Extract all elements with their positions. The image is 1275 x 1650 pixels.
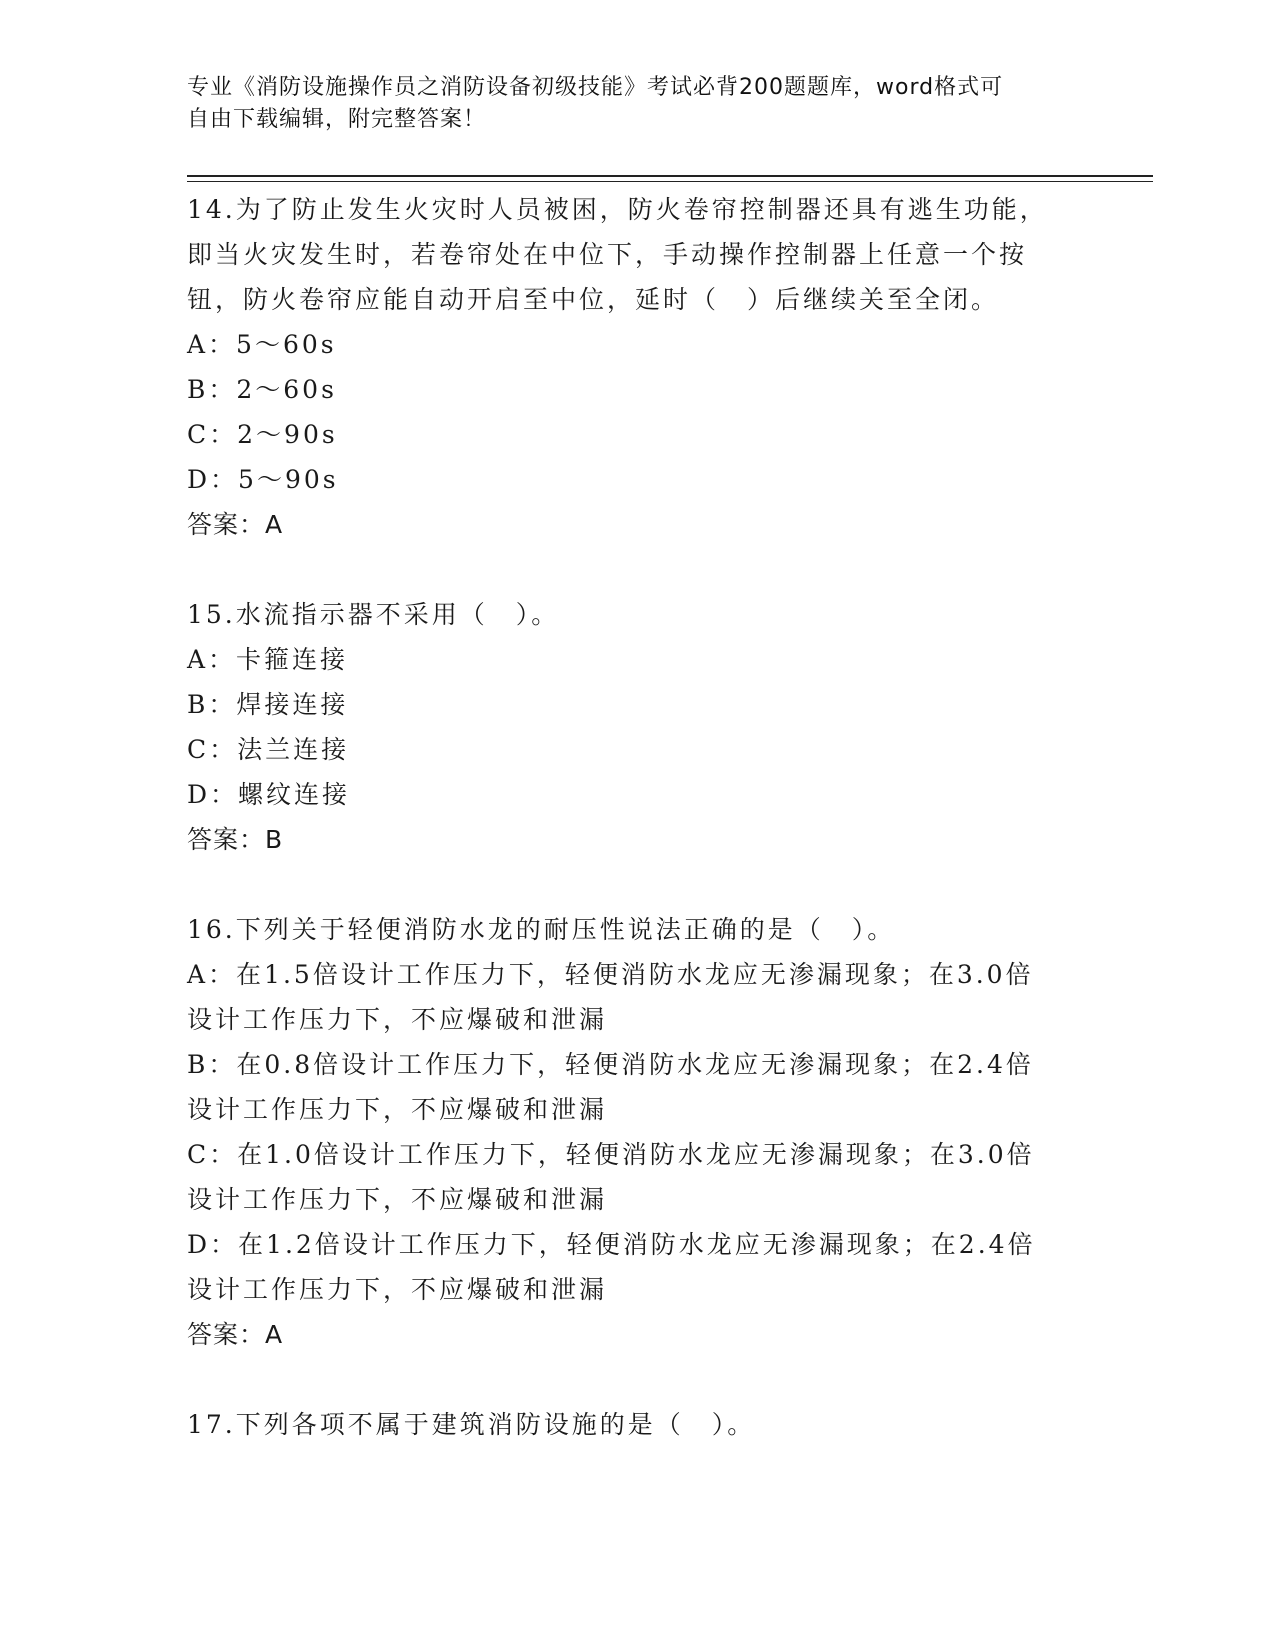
option-c-line-1: C：在1.0倍设计工作压力下，轻便消防水龙应无渗漏现象；在3.0倍 xyxy=(187,1140,1035,1169)
option-a-line-1: A：在1.5倍设计工作压力下，轻便消防水龙应无渗漏现象；在3.0倍 xyxy=(187,960,1034,989)
option-b-line-2: 设计工作压力下，不应爆破和泄漏 xyxy=(187,1095,608,1124)
option-b: B：2～60s xyxy=(187,375,337,404)
question-spacer xyxy=(187,862,1087,907)
question-15 xyxy=(187,592,1087,862)
header-line-2: 自由下载编辑，附完整答案！ xyxy=(187,107,487,132)
option-d-line-2: 设计工作压力下，不应爆破和泄漏 xyxy=(187,1275,608,1304)
question-stem-line: 即当火灾发生时，若卷帘处在中位下，手动操作控制器上任意一个按 xyxy=(187,240,1028,269)
option-a: A：卡箍连接 xyxy=(187,645,349,674)
option-b: B：焊接连接 xyxy=(187,690,349,719)
answer-label: 答案：B xyxy=(187,825,284,854)
question-stem-line: 17.下列各项不属于建筑消防设施的是（ ）。 xyxy=(187,1410,756,1439)
option-d: D：5～90s xyxy=(187,465,339,494)
question-spacer xyxy=(187,547,1087,592)
header-divider-thin xyxy=(187,181,1153,182)
option-c: C：2～90s xyxy=(187,420,338,449)
header-line-1: 专业《消防设施操作员之消防设备初级技能》考试必背200题题库，word格式可 xyxy=(187,75,1004,100)
question-stem-line: 14.为了防止发生火灾时人员被困，防火卷帘控制器还具有逃生功能， xyxy=(187,195,1048,224)
question-list xyxy=(187,187,1087,1447)
question-stem-line: 钮，防火卷帘应能自动开启至中位，延时（ ）后继续关至全闭。 xyxy=(187,285,1000,314)
question-spacer xyxy=(187,1357,1087,1402)
option-d-line-1: D：在1.2倍设计工作压力下，轻便消防水龙应无渗漏现象；在2.4倍 xyxy=(187,1230,1036,1259)
option-c: C：法兰连接 xyxy=(187,735,350,764)
question-stem-line: 15.水流指示器不采用（ ）。 xyxy=(187,600,560,629)
option-b-line-1: B：在0.8倍设计工作压力下，轻便消防水龙应无渗漏现象；在2.4倍 xyxy=(187,1050,1034,1079)
option-a-line-2: 设计工作压力下，不应爆破和泄漏 xyxy=(187,1005,608,1034)
header-divider-thick xyxy=(187,175,1153,177)
answer-label: 答案：A xyxy=(187,510,284,539)
question-17 xyxy=(187,1402,1087,1447)
question-stem-line: 16.下列关于轻便消防水龙的耐压性说法正确的是（ ）。 xyxy=(187,915,896,944)
option-d: D：螺纹连接 xyxy=(187,780,351,809)
document-header xyxy=(187,72,1087,136)
option-a: A：5～60s xyxy=(187,330,337,359)
option-c-line-2: 设计工作压力下，不应爆破和泄漏 xyxy=(187,1185,608,1214)
question-16 xyxy=(187,907,1087,1357)
answer-label: 答案：A xyxy=(187,1320,284,1349)
question-14 xyxy=(187,187,1087,547)
